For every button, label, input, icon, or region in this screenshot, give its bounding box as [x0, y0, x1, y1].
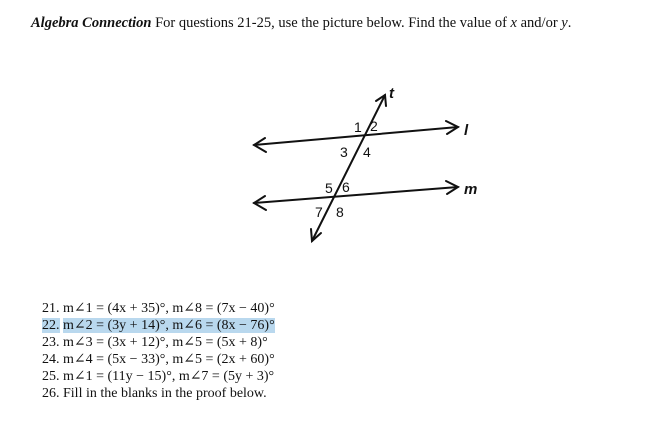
question-text: m∠4 = (5x − 33)°, m∠5 = (2x + 60)°	[63, 352, 275, 367]
question-text: m∠3 = (3x + 12)°, m∠5 = (5x + 8)°	[63, 335, 268, 350]
label-t: t	[389, 85, 394, 102]
angle-label-7: 7	[315, 204, 323, 220]
angle-label-5: 5	[325, 180, 333, 196]
instructions-text-3: .	[567, 15, 572, 31]
angle-label-3: 3	[340, 144, 348, 160]
angle-label-2: 2	[370, 118, 378, 134]
line-m	[254, 187, 458, 203]
question-26	[42, 385, 275, 402]
question-list	[42, 300, 275, 402]
section-title: Algebra Connection	[31, 15, 152, 31]
question-number: 23.	[42, 335, 60, 350]
question-number: 25.	[42, 369, 60, 384]
angle-label-4: 4	[363, 144, 371, 160]
question-text-highlighted: m∠2 = (3y + 14)°, m∠6 = (8x − 76)°	[63, 318, 275, 333]
label-l: l	[464, 122, 469, 139]
angle-label-1: 1	[354, 119, 362, 135]
question-25	[42, 368, 275, 385]
question-number: 22.	[42, 318, 60, 333]
variable-x: x	[510, 15, 517, 31]
question-21	[42, 300, 275, 317]
question-number: 21.	[42, 301, 60, 316]
variable-y: y	[561, 15, 568, 31]
instructions-text-2: and/or	[516, 15, 562, 31]
question-number: 24.	[42, 352, 60, 367]
question-22	[42, 317, 275, 334]
angle-label-8: 8	[336, 204, 344, 220]
question-number: 26.	[42, 386, 60, 401]
label-m: m	[464, 181, 478, 198]
angle-label-6: 6	[342, 179, 350, 195]
question-text: m∠1 = (4x + 35)°, m∠8 = (7x − 40)°	[63, 301, 275, 316]
transversal-t	[312, 95, 385, 241]
instructions-text-1: For questions 21-25, use the picture below. Find the value of	[151, 15, 511, 31]
question-text: m∠1 = (11y − 15)°, m∠7 = (5y + 3)°	[63, 369, 275, 384]
question-24	[42, 351, 275, 368]
question-text: Fill in the blanks in the proof below.	[63, 386, 267, 401]
question-23	[42, 334, 275, 351]
